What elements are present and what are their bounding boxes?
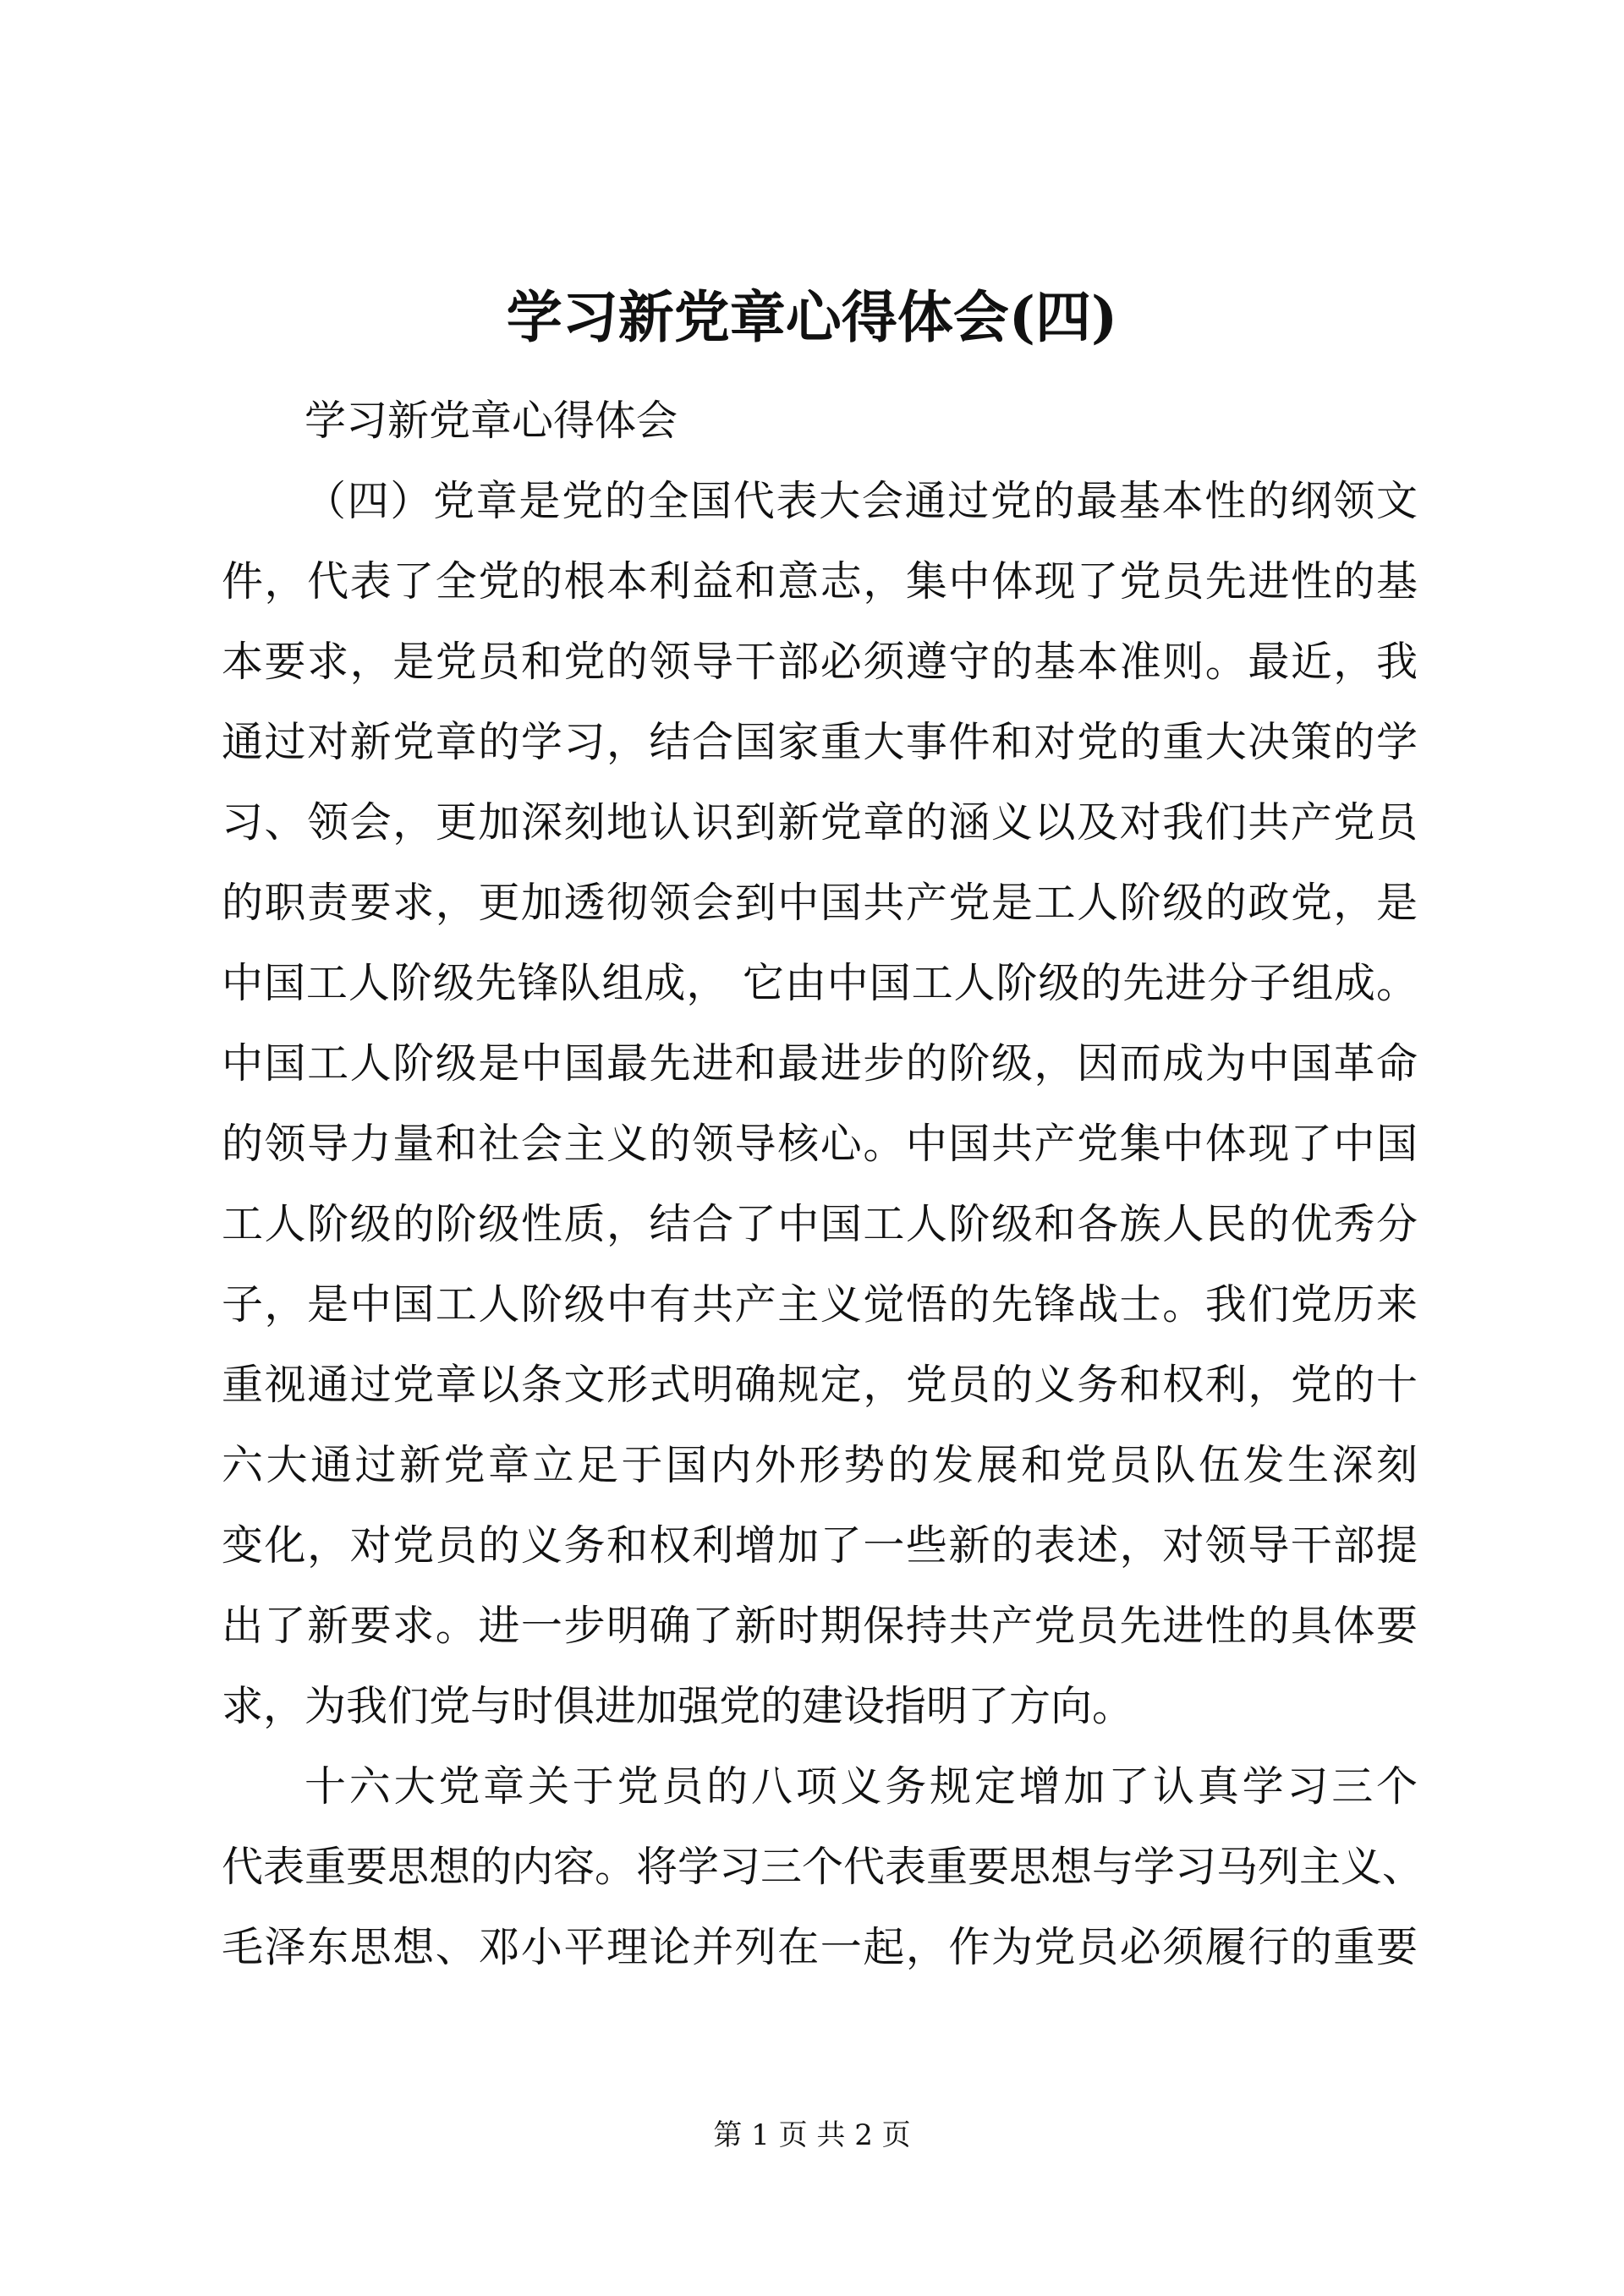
text-line: 子，是中国工人阶级中有共产主义觉悟的先锋战士。我们党历来 [222,1280,1418,1329]
text-line: 出了新要求。进一步明确了新时期保持共产党员先进性的具体要 [222,1602,1418,1650]
text-line: 六大通过新党章立足于国内外形势的发展和党员队伍发生深刻 [222,1441,1418,1489]
text-line: 求，为我们党与时俱进加强党的建设指明了方向。 [222,1682,1134,1730]
text-line: 的职责要求，更加透彻领会到中国共产党是工人阶级的政党，是 [222,879,1418,927]
text-line: （四）党章是党的全国代表大会通过党的最基本性的纲领文 [304,477,1418,525]
text-line: 通过对新党章的学习，结合国家重大事件和对党的重大决策的学 [222,718,1418,766]
page-footer: 第 1 页 共 2 页 [713,2118,911,2152]
text-line: 重视通过党章以条文形式明确规定，党员的义务和权利，党的十 [222,1361,1418,1409]
text-line: 代表重要思想的内容。将学习三个代表重要思想与学习马列主义、 [222,1843,1424,1891]
text-line: 的领导力量和社会主义的领导核心。中国共产党集中体现了中国 [222,1120,1418,1168]
text-line: 中国工人阶级是中国最先进和最进步的阶级，因而成为中国革命 [222,1039,1418,1088]
text-line: 中国工人阶级先锋队组成， 它由中国工人阶级的先进分子组成。 [222,959,1418,1007]
document-title: 学习新党章心得体会(四) [506,284,1118,350]
text-line: 本要求，是党员和党的领导干部必须遵守的基本准则。最近，我 [222,638,1418,686]
subtitle-line: 学习新党章心得体会 [304,397,678,445]
text-line: 十六大党章关于党员的八项义务规定增加了认真学习三个 [304,1762,1418,1811]
text-line: 习、领会，更加深刻地认识到新党章的涵义以及对我们共产党员 [222,798,1418,847]
text-line: 工人阶级的阶级性质，结合了中国工人阶级和各族人民的优秀分 [222,1200,1418,1248]
text-line: 变化，对党员的义务和权利增加了一些新的表述，对领导干部提 [222,1521,1418,1570]
text-line: 毛泽东思想、邓小平理论并列在一起，作为党员必须履行的重要 [222,1923,1418,1971]
text-line: 件，代表了全党的根本利益和意志，集中体现了党员先进性的基 [222,557,1418,606]
document-body [222,381,1424,1987]
